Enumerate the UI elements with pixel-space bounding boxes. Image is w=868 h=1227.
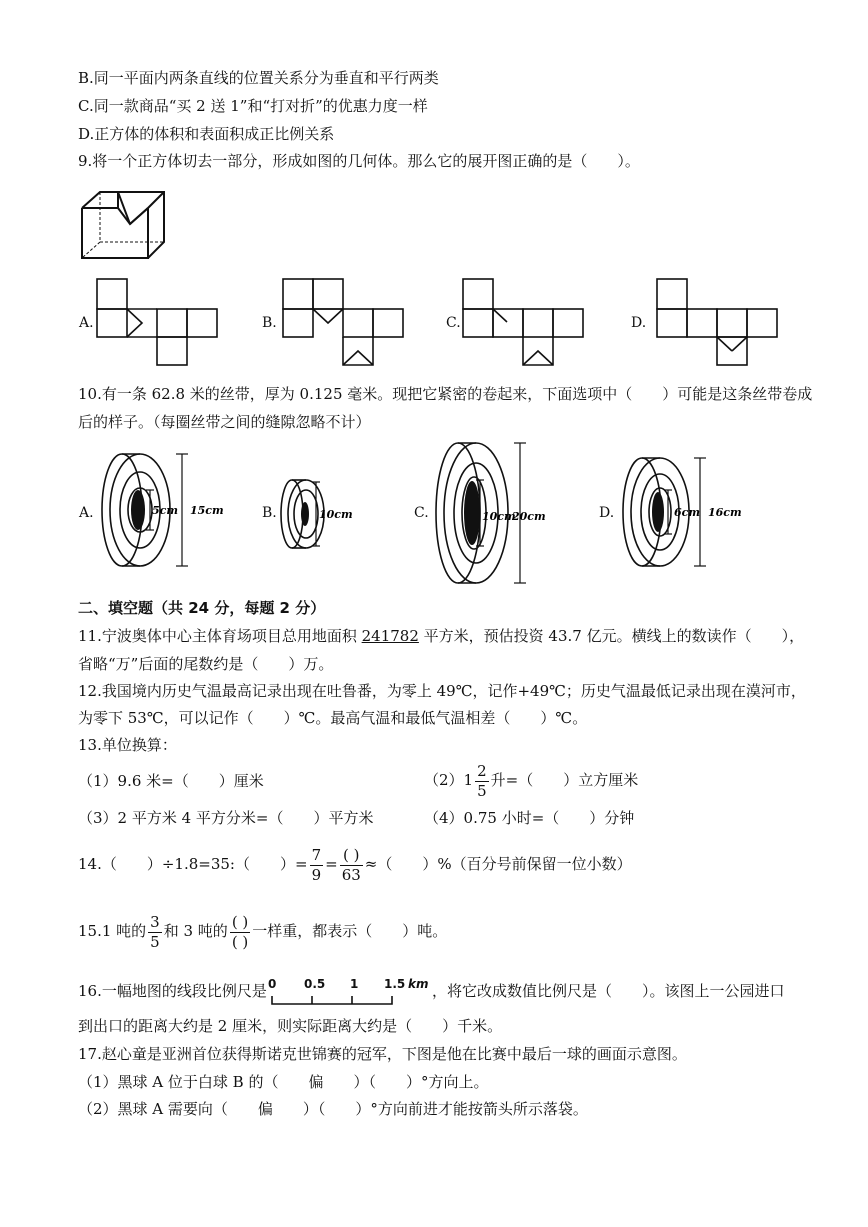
q8-option-c: C.同一款商品“买 2 送 1”和“打对折”的优惠力度一样 <box>78 97 428 115</box>
q10-stem-line2: 后的样子。（每圈丝带之间的缝隙忽略不计） <box>78 413 371 431</box>
q16-line2: 到出口的距离大约是 2 厘米，则实际距离大约是（ ）千米。 <box>78 1017 503 1035</box>
q15-fraction-2 <box>230 913 250 952</box>
q13-stem: 13.单位换算： <box>78 736 177 754</box>
ribbon-roll-a-figure <box>96 452 246 570</box>
q12-line2: 为零下 53℃，可以记作（ ）℃。最高气温和最低气温相差（ ）℃。 <box>78 709 588 727</box>
q13-part4: （4）0.75 小时=（ ）分钟 <box>424 809 635 827</box>
q10-option-a-label: A. <box>79 505 94 521</box>
q15-pre: 15.1 吨的 <box>78 922 147 940</box>
q10-stem-line1: 10.有一条 62.8 米的丝带，厚为 0.125 毫米。现把它紧密的卷起来，下面选项中（ ）可能是这条丝带卷成 <box>78 385 813 403</box>
q13-part2-pre: （2）1 <box>424 771 474 789</box>
cut-cube-figure <box>80 190 170 262</box>
q9-option-b-label: B. <box>262 315 277 331</box>
q14-fraction-1-den: 9 <box>311 865 322 884</box>
roll-d-outer-label: 16cm <box>708 506 742 519</box>
q14-line <box>78 843 632 885</box>
q10-option-d-label: D. <box>599 505 615 521</box>
scale-tick-1-5: 1.5 <box>384 977 406 991</box>
q14-fraction-1-num: 7 <box>311 845 322 864</box>
net-c-figure <box>462 278 588 368</box>
roll-d-inner-label: 6cm <box>674 506 700 519</box>
q15-mid: 和 3 吨的 <box>163 922 228 940</box>
q15-line <box>78 910 447 952</box>
roll-c-inner-label: 10cm <box>482 510 516 523</box>
q17-part2: （2）黑球 A 需要向（ 偏 ）（ ）°方向前进才能按箭头所示落袋。 <box>78 1100 588 1118</box>
q14-equals: = <box>325 855 338 873</box>
q15-fraction-1 <box>148 913 162 952</box>
q14-fraction-2 <box>340 846 363 885</box>
q13-part2 <box>424 760 638 801</box>
q11-pre: 11.宁波奥体中心主体育场项目总用地面积 <box>78 627 362 645</box>
q9-option-c-label: C. <box>446 315 461 331</box>
q15-fraction-1-den: 5 <box>150 932 160 951</box>
ribbon-roll-b-figure <box>278 478 368 552</box>
q9-option-a-label: A. <box>79 315 94 331</box>
ribbon-roll-c-figure <box>432 440 582 586</box>
q16-post: ，将它改成数值比例尺是（ ）。该图上一公园进口 <box>432 982 785 1000</box>
q13-part1: （1）9.6 米=（ ）厘米 <box>78 772 264 790</box>
section-2-title: 二、填空题（共 24 分，每题 2 分） <box>78 599 326 617</box>
q13-mixed-fraction <box>475 762 489 801</box>
roll-b-outer-label: 10cm <box>319 508 353 521</box>
scale-tick-0: 0 <box>268 977 277 991</box>
q13-fraction-denominator: 5 <box>477 781 487 800</box>
q11-line1 <box>78 626 804 646</box>
q15-fraction-2-num: ( ) <box>231 912 249 931</box>
net-b-figure <box>282 278 408 368</box>
net-d-figure <box>656 278 782 368</box>
q15-fraction-1-num: 3 <box>150 912 160 931</box>
q14-pre: 14.（ ）÷1.8=35:（ ）= <box>78 855 308 873</box>
q13-part3: （3）2 平方米 4 平方分米=（ ）平方米 <box>78 809 374 827</box>
q13-fraction-numerator: 2 <box>477 761 487 780</box>
ribbon-roll-d-figure <box>618 456 768 572</box>
q14-fraction-2-num: ( ) <box>340 846 363 866</box>
q12-line1: 12.我国境内历史气温最高记录出现在吐鲁番，为零上 49℃，记作+49℃；历史气温最低记录出现在漠河市， <box>78 682 806 700</box>
scale-unit: km <box>408 977 429 991</box>
q11-underlined-number: 241782 <box>361 627 419 645</box>
net-a-figure <box>96 278 222 368</box>
roll-c-outer-label: 20cm <box>512 510 546 523</box>
q14-fraction-2-den: 63 <box>341 865 361 884</box>
scale-bar-figure <box>268 972 438 1010</box>
q14-post: ≈（ ）%（百分号前保留一位小数） <box>364 855 632 873</box>
q17-part1: （1）黑球 A 位于白球 B 的（ 偏 ）（ ）°方向上。 <box>78 1073 489 1091</box>
roll-a-outer-label: 15cm <box>190 504 224 517</box>
q16-pre: 16.一幅地图的线段比例尺是 <box>78 982 267 1000</box>
q15-fraction-2-den: ( ) <box>231 932 249 951</box>
q11-line2: 省略“万”后面的尾数约是（ ）万。 <box>78 655 334 673</box>
q13-part2-post: 升=（ ）立方厘米 <box>490 771 639 789</box>
q10-option-b-label: B. <box>262 505 277 521</box>
q15-post: 一样重，都表示（ ）吨。 <box>252 922 448 940</box>
q17-stem: 17.赵心童是亚洲首位获得斯诺克世锦赛的冠军，下图是他在比赛中最后一球的画面示意图。 <box>78 1045 687 1063</box>
q10-option-c-label: C. <box>414 505 429 521</box>
roll-a-inner-label: 5cm <box>152 504 178 517</box>
q8-option-d: D.正方体的体积和表面积成正比例关系 <box>78 125 335 143</box>
scale-tick-1: 1 <box>350 977 359 991</box>
q9-stem: 9.将一个正方体切去一部分，形成如图的几何体。那么它的展开图正确的是（ ）。 <box>78 152 640 170</box>
q9-option-d-label: D. <box>631 315 647 331</box>
q11-post: 平方米，预估投资 43.7 亿元。横线上的数读作（ ）， <box>418 627 805 645</box>
q14-fraction-1 <box>310 846 324 885</box>
scale-tick-0-5: 0.5 <box>304 977 326 991</box>
q8-option-b: B.同一平面内两条直线的位置关系分为垂直和平行两类 <box>78 69 439 87</box>
